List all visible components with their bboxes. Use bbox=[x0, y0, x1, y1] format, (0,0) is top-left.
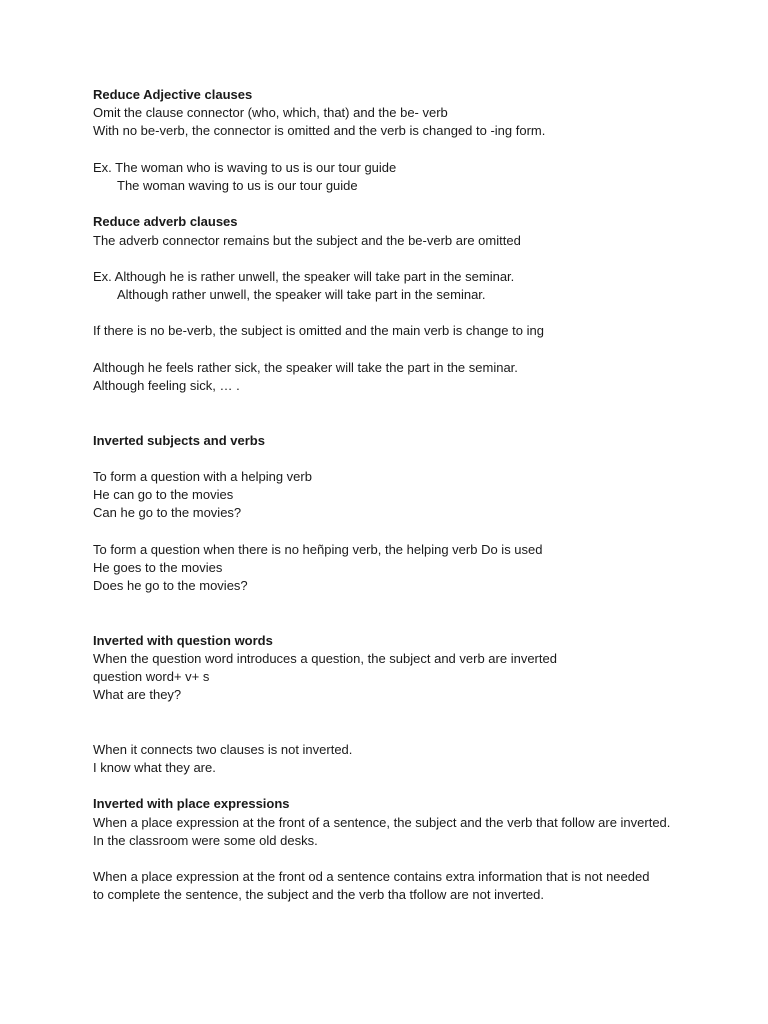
spacer bbox=[93, 195, 723, 213]
inverted-line-6: Does he go to the movies? bbox=[93, 578, 248, 594]
question-words-line-3: What are they? bbox=[93, 687, 182, 703]
spacer bbox=[93, 395, 723, 413]
document-page bbox=[93, 86, 723, 904]
heading-reduce-adjective-clauses: Reduce Adjective clauses bbox=[93, 87, 253, 102]
place-line-1: When a place expression at the front of a sentence, the subject and the verb that follow are inverted. bbox=[93, 814, 671, 830]
spacer bbox=[93, 613, 723, 631]
inverted-line-3: Can he go to the movies? bbox=[93, 505, 242, 521]
adjective-rule-2: With no be-verb, the connector is omitted and the verb is changed to -ing form. bbox=[93, 123, 546, 139]
spacer bbox=[93, 341, 723, 359]
spacer bbox=[93, 413, 723, 431]
spacer bbox=[93, 523, 723, 541]
adjective-rule-1: Omit the clause connector (who, which, that) and the be- verb bbox=[93, 105, 448, 121]
adverb-rule-2: If there is no be-verb, the subject is omitted and the main verb is change to ing bbox=[93, 323, 544, 339]
question-words-line-4: When it connects two clauses is not inverted. bbox=[93, 741, 353, 757]
heading-inverted-subjects-verbs: Inverted subjects and verbs bbox=[93, 432, 265, 448]
adjective-example-reduced: The woman waving to us is our tour guide bbox=[117, 177, 358, 193]
adverb-example-2-reduced: Although feeling sick, … . bbox=[93, 378, 240, 393]
spacer bbox=[93, 850, 723, 868]
inverted-line-5: He goes to the movies bbox=[93, 559, 223, 575]
adverb-example-reduced: Although rather unwell, the speaker will take part in the seminar. bbox=[117, 287, 486, 303]
adverb-example: Ex. Although he is rather unwell, the speaker will take part in the seminar. bbox=[93, 268, 515, 284]
question-words-line-2: question word+ v+ s bbox=[93, 669, 210, 684]
place-line-2: In the classroom were some old desks. bbox=[93, 832, 318, 848]
spacer bbox=[93, 141, 723, 159]
place-line-3: When a place expression at the front od a sentence contains extra information that is not needed to complete the sentence, the subject and the verb tha tfollow are not inverted. bbox=[93, 869, 650, 903]
inverted-line-4: To form a question when there is no heñping verb, the helping verb Do is used bbox=[93, 541, 543, 557]
spacer bbox=[93, 723, 723, 741]
adjective-example: Ex. The woman who is waving to us is our tour guide bbox=[93, 159, 397, 175]
spacer bbox=[93, 304, 723, 322]
question-words-line-5: I know what they are. bbox=[93, 759, 216, 775]
inverted-line-2: He can go to the movies bbox=[93, 487, 234, 503]
heading-reduce-adverb-clauses: Reduce adverb clauses bbox=[93, 214, 238, 230]
spacer bbox=[93, 777, 723, 795]
inverted-line-1: To form a question with a helping verb bbox=[93, 468, 312, 484]
spacer bbox=[93, 704, 723, 722]
spacer bbox=[93, 250, 723, 268]
heading-inverted-place-expressions: Inverted with place expressions bbox=[93, 796, 290, 812]
adverb-rule-1: The adverb connector remains but the subject and the be-verb are omitted bbox=[93, 232, 521, 248]
spacer bbox=[93, 595, 723, 613]
heading-inverted-question-words: Inverted with question words bbox=[93, 632, 273, 648]
spacer bbox=[93, 450, 723, 468]
adverb-example-2: Although he feels rather sick, the speaker will take the part in the seminar. bbox=[93, 359, 518, 375]
question-words-line-1: When the question word introduces a question, the subject and verb are inverted bbox=[93, 650, 557, 666]
